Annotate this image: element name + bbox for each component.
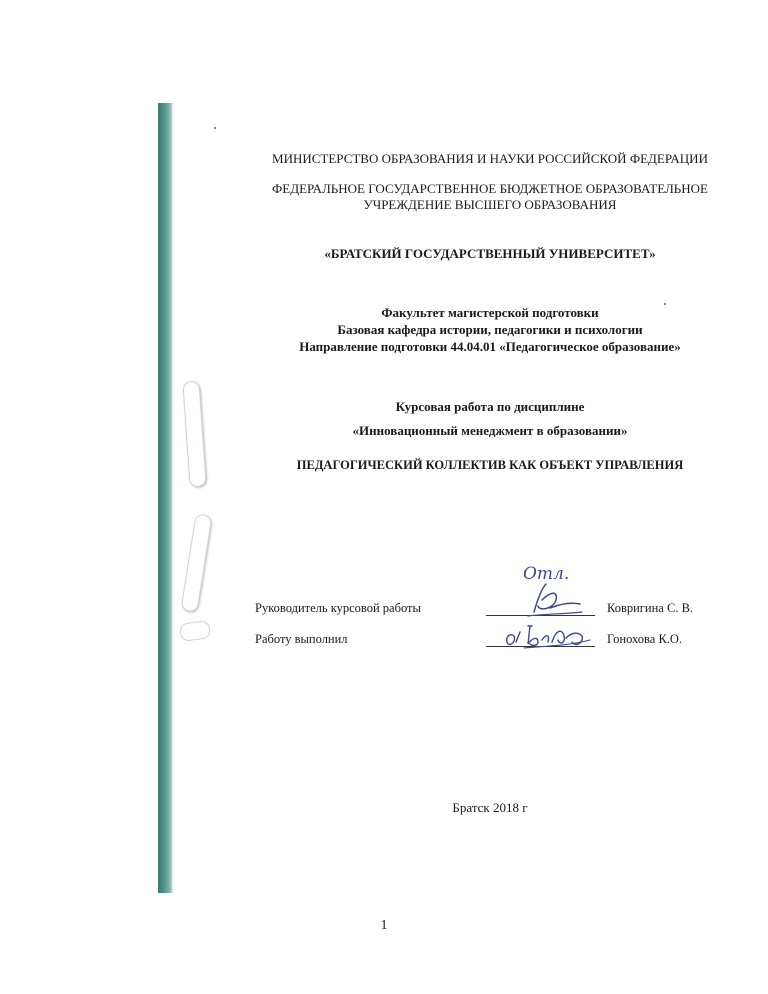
- scan-speck: [214, 127, 216, 129]
- author-role: Работу выполнил: [255, 632, 348, 646]
- city-year: Братск 2018 г: [452, 800, 528, 815]
- supervisor-row: [255, 601, 725, 619]
- study-direction: Направление подготовки 44.04.01 «Педагогическое образование»: [299, 339, 681, 354]
- author-name: Гонохова К.О.: [607, 632, 683, 646]
- work-type: Курсовая работа по дисциплине: [395, 399, 585, 414]
- supervisor-role: Руководитель курсовой работы: [255, 601, 421, 615]
- supervisor-signature: [520, 578, 590, 622]
- folder-spine: [158, 103, 172, 893]
- university-name: «БРАТСКИЙ ГОСУДАРСТВЕННЫЙ УНИВЕРСИТЕТ»: [324, 246, 656, 261]
- department-name: Базовая кафедра истории, педагогики и психологии: [337, 322, 643, 337]
- faculty-name: Факультет магистерской подготовки: [381, 305, 599, 320]
- author-row: [255, 632, 725, 650]
- binder-clip-foot: [179, 620, 211, 642]
- work-title: ПЕДАГОГИЧЕСКИЙ КОЛЛЕКТИВ КАК ОБЪЕКТ УПРАВЛЕНИЯ: [296, 458, 684, 472]
- author-signature: [498, 618, 598, 654]
- ministry-line: МИНИСТЕРСТВО ОБРАЗОВАНИЯ И НАУКИ РОССИЙСКОЙ ФЕДЕРАЦИИ: [272, 151, 708, 166]
- discipline-name: «Инновационный менеджмент в образовании»: [352, 423, 628, 438]
- svg-text:Отл.: Отл.: [523, 564, 570, 584]
- supervisor-name: Ковригина С. В.: [607, 601, 694, 615]
- folder-spine-shadow: [172, 103, 175, 893]
- institution-line-2: УЧРЕЖДЕНИЕ ВЫСШЕГО ОБРАЗОВАНИЯ: [363, 197, 617, 212]
- page-number: 1: [380, 918, 388, 933]
- binder-clip-bottom: [180, 513, 212, 612]
- institution-line-1: ФЕДЕРАЛЬНОЕ ГОСУДАРСТВЕННОЕ БЮДЖЕТНОЕ ОБРАЗОВАТЕЛЬНОЕ: [272, 181, 708, 196]
